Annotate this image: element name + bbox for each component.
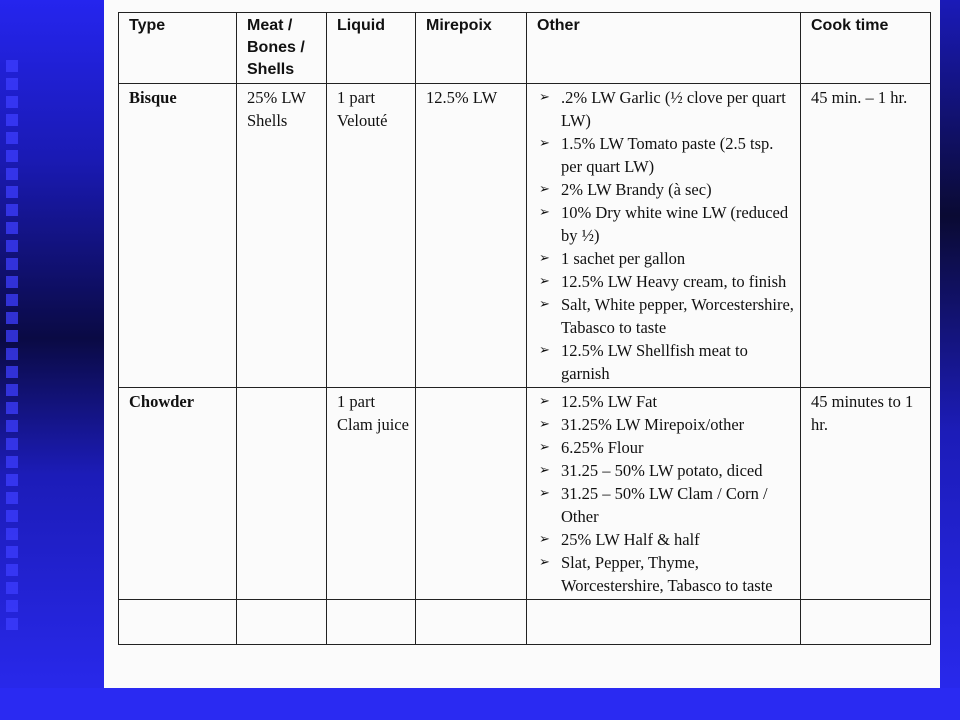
soup-recipe-table — [118, 12, 931, 645]
list-item: ➢ 2% LW Brandy (à sec) — [537, 178, 794, 201]
header-liquid: Liquid — [327, 13, 416, 84]
list-item: ➢ 1.5% LW Tomato paste (2.5 tsp. per quart LW) — [537, 132, 794, 178]
table-row-cutoff — [119, 600, 931, 645]
list-item: ➢ 1 sachet per gallon — [537, 247, 794, 270]
cell-meat — [237, 388, 327, 600]
cell-type: Chowder — [119, 388, 237, 600]
cell-cook-time: 45 min. – 1 hr. — [801, 84, 931, 388]
list-item: ➢ .2% LW Garlic (½ clove per quart LW) — [537, 86, 794, 132]
list-item: ➢ 12.5% LW Heavy cream, to finish — [537, 270, 794, 293]
cell-liquid: 1 part Velouté — [327, 84, 416, 388]
cell-mirepoix: 12.5% LW — [416, 84, 527, 388]
cell-meat: 25% LW Shells — [237, 84, 327, 388]
header-row — [119, 13, 931, 84]
cell-mirepoix — [416, 388, 527, 600]
right-decorative-strip — [940, 0, 960, 720]
scanned-document — [104, 0, 940, 688]
cell-other — [527, 84, 801, 388]
cell-type: Bisque — [119, 84, 237, 388]
table-row-bisque — [119, 84, 931, 388]
list-item: ➢ 31.25% LW Mirepoix/other — [537, 413, 794, 436]
header-meat-bones-shells: Meat / Bones / Shells — [237, 13, 327, 84]
list-item: ➢ Slat, Pepper, Thyme, Worcestershire, Tabasco to taste — [537, 551, 794, 597]
bottom-band — [0, 688, 960, 720]
decorative-squares — [6, 60, 26, 640]
other-ingredients-list — [537, 390, 794, 597]
list-item: ➢ 25% LW Half & half — [537, 528, 794, 551]
list-item: ➢ 12.5% LW Shellfish meat to garnish — [537, 339, 794, 385]
header-cook-time: Cook time — [801, 13, 931, 84]
list-item: ➢ Salt, White pepper, Worcestershire, Tabasco to taste — [537, 293, 794, 339]
list-item: ➢ 6.25% Flour — [537, 436, 794, 459]
cell-cook-time: 45 minutes to 1 hr. — [801, 388, 931, 600]
header-other: Other — [527, 13, 801, 84]
table-row-chowder — [119, 388, 931, 600]
left-decorative-strip — [0, 0, 104, 720]
cell-liquid: 1 part Clam juice — [327, 388, 416, 600]
cell-other — [527, 388, 801, 600]
header-type: Type — [119, 13, 237, 84]
list-item: ➢ 10% Dry white wine LW (reduced by ½) — [537, 201, 794, 247]
list-item: ➢ 31.25 – 50% LW potato, diced — [537, 459, 794, 482]
list-item: ➢ 12.5% LW Fat — [537, 390, 794, 413]
other-ingredients-list — [537, 86, 794, 385]
header-mirepoix: Mirepoix — [416, 13, 527, 84]
list-item: ➢ 31.25 – 50% LW Clam / Corn / Other — [537, 482, 794, 528]
